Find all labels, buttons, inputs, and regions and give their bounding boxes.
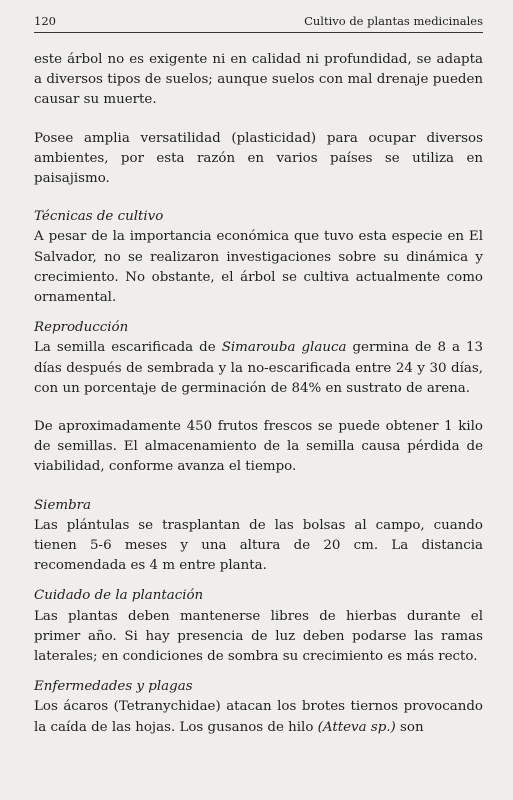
section-heading-reproduccion: Reproducción [34,320,129,336]
section-heading-tecnicas: Técnicas de cultivo [34,209,164,225]
cuidado-paragraph: Las plantas deben mantenerse libres de hierbas durante el primer año. Si hay presencia de luz deben podarse las ramas laterales; en condiciones de sombra su crecimiento es más recto. [34,608,483,665]
page-body [34,50,483,738]
reproduccion-paragraph-2: De aproximadamente 450 frutos frescos se puede obtener 1 kilo de semillas. El almacenamiento de la semilla causa pérdida de viabilidad, conforme avanza el tiempo. [34,419,483,475]
species-name: Simarouba glauca [221,340,347,356]
reproduccion-paragraph-1 [34,338,483,399]
section-heading-siembra: Siembra [34,497,92,513]
enfermedades-text-pre: Los ácaros (Tetranychidae) atacan los brotes tiernos provocando la caída de las hojas. Los gusanos de hilo [34,699,483,735]
enfermedades-paragraph [34,697,483,737]
running-title: Cultivo de plantas medicinales [304,14,483,28]
tecnicas-paragraph: A pesar de la importancia económica que tuvo esta especie en El Salvador, no se realizaron investigaciones sobre su dinámica y crecimiento. No obstante, el árbol se cultiva actualmente como ornamental. [34,229,483,306]
intro-paragraph-1: este árbol no es exigente ni en calidad ni profundidad, se adapta a diversos tipos de suelos; aunque suelos con mal drenaje pueden causar su muerte. [34,52,483,108]
pest-species-name: (Atteva sp.) [317,719,396,735]
section-heading-cuidado: Cuidado de la plantación [34,588,204,604]
siembra-paragraph: Las plántulas se trasplantan de las bolsas al campo, cuando tienen 5-6 meses y una altura de 20 cm. La distancia recomendada es 4 m entre planta. [34,517,483,574]
page-header [34,12,483,33]
enfermedades-text-post: son [395,719,424,735]
intro-paragraph-2: Posee amplia versatilidad (plasticidad) para ocupar diversos ambientes, por esta razón en varios países se utiliza en paisajismo. [34,130,483,187]
page-number: 120 [34,14,56,28]
reproduccion-text-post: germina de 8 a 13 días después de sembrada y la no-escarificada entre 24 y 30 días, con un porcentaje de germinación de 84% en sustrato de arena. [34,340,484,396]
reproduccion-text-pre: La semilla escarificada de [34,340,222,356]
section-heading-enfermedades: Enfermedades y plagas [34,679,193,695]
